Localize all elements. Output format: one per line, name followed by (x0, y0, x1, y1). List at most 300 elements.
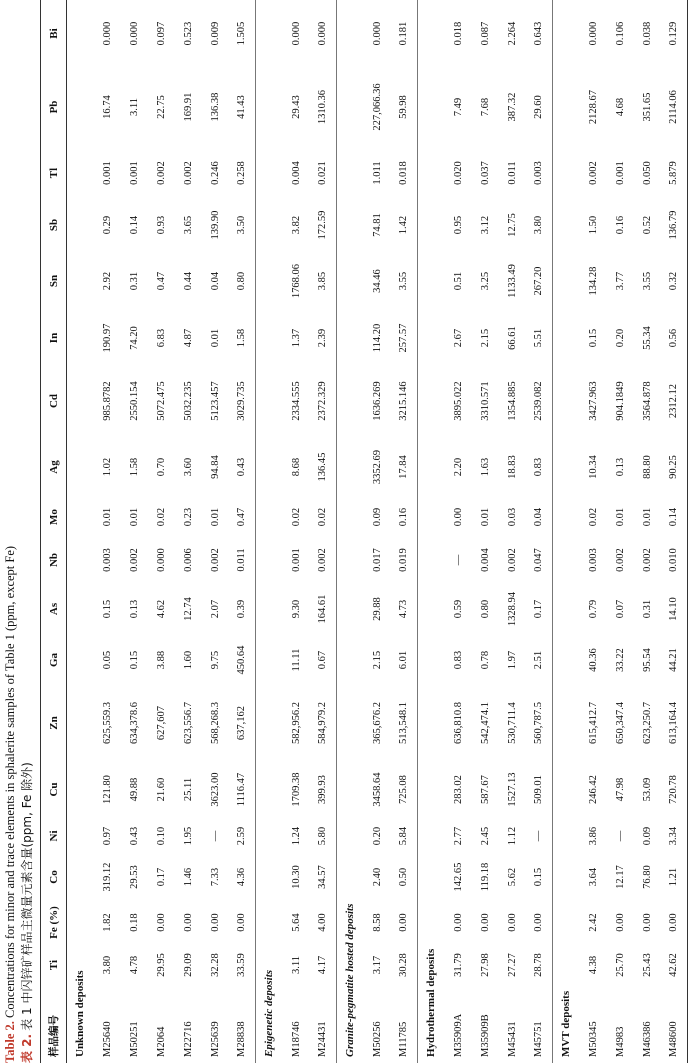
value-cell: 2.20 (452, 457, 464, 477)
value-cell: 4.17 (317, 955, 329, 975)
value-cell: 74.81 (371, 213, 383, 237)
value-cell: 0.002 (614, 548, 626, 572)
value-cell: 3.60 (182, 457, 194, 477)
column-header: Pb (41, 67, 67, 147)
value-cell: 114.20 (371, 323, 383, 353)
value-cell: 0.00 (155, 913, 167, 932)
value-cell: 1.50 (587, 215, 599, 235)
sample-id-cell: M50345 (587, 1021, 599, 1057)
value-cell: 0.001 (614, 161, 626, 185)
caption-text-zh: 表 1 中闪锌矿样品主微量元素含量(ppm, Fe 除外) (20, 762, 34, 1031)
value-cell: 3.80 (101, 955, 113, 975)
value-cell: 399.93 (317, 775, 329, 804)
group-row (256, 0, 283, 1063)
value-cell: 3.25 (479, 271, 491, 291)
value-cell: 0.02 (290, 507, 302, 527)
value-cell: 95.54 (641, 648, 653, 672)
value-cell: 0.95 (452, 215, 464, 235)
value-cell: 0.00 (661, 900, 688, 945)
sample-id-cell: M24431 (317, 1021, 329, 1057)
value-cell: 5.84 (398, 826, 410, 846)
value-cell: 725.08 (398, 775, 410, 804)
value-cell: 1.60 (182, 650, 194, 670)
value-cell: 0.20 (614, 328, 626, 348)
value-cell: 27.98 (479, 953, 491, 977)
value-cell: 0.00 (506, 913, 518, 932)
column-header: Fe (%) (41, 900, 67, 945)
value-cell: 0.018 (452, 21, 464, 46)
value-cell: 2.39 (317, 328, 329, 348)
value-cell: 1.95 (182, 826, 194, 846)
value-cell: 0.04 (209, 271, 221, 291)
value-cell: 1.82 (101, 913, 113, 932)
value-cell: 650,347.4 (614, 702, 626, 744)
value-cell: 1116.47 (236, 772, 248, 807)
value-cell: 1709.38 (290, 772, 302, 807)
value-cell: 4.73 (398, 599, 410, 619)
value-cell: 0.009 (209, 21, 221, 46)
table-row (499, 0, 526, 1063)
value-cell: 0.80 (479, 599, 491, 619)
group-row (418, 0, 445, 1063)
value-cell: 0.50 (398, 867, 410, 887)
value-cell: 1.011 (371, 161, 383, 185)
value-cell: 0.003 (587, 548, 599, 572)
value-cell: 3.82 (290, 215, 302, 235)
value-cell: 3564.878 (641, 381, 653, 421)
value-cell: 613,164.4 (661, 685, 688, 761)
value-cell: 0.09 (371, 507, 383, 527)
value-cell: 0.000 (290, 21, 302, 46)
value-cell: 3.17 (371, 955, 383, 975)
value-cell: 74.20 (128, 326, 140, 350)
value-cell: 3.34 (661, 818, 688, 854)
value-cell: 32.28 (209, 953, 221, 977)
value-cell: 0.003 (101, 548, 113, 572)
value-cell: 2.42 (587, 913, 599, 932)
table-row (175, 0, 202, 1063)
table-row (661, 0, 688, 1063)
value-cell: 2539.082 (533, 381, 545, 421)
value-cell: 2.40 (371, 867, 383, 887)
value-cell: 0.01 (479, 507, 491, 527)
sample-id-cell: M45431 (506, 1021, 518, 1057)
value-cell: 0.000 (371, 21, 383, 46)
value-cell: 119.18 (479, 862, 491, 892)
sample-id-cell: M28838 (236, 1021, 248, 1057)
table-row (364, 0, 391, 1063)
value-cell: 0.00 (209, 913, 221, 932)
value-cell: 0.050 (641, 161, 653, 185)
value-cell: 5.879 (661, 147, 688, 199)
caption-label-zh: 表 2. (20, 1033, 34, 1063)
value-cell: 0.10 (155, 826, 167, 846)
value-cell: 0.70 (155, 457, 167, 477)
value-cell: 30.28 (398, 953, 410, 977)
column-header: Mo (41, 497, 67, 537)
value-cell: 530,711.4 (506, 702, 518, 744)
value-cell: 0.087 (479, 21, 491, 46)
sample-id-cell: M35909B (479, 1014, 491, 1057)
column-header: Ni (41, 818, 67, 854)
value-cell: 33.22 (614, 648, 626, 672)
value-cell: 1636.269 (371, 381, 383, 421)
value-cell: 0.002 (155, 161, 167, 185)
value-cell: 4.78 (128, 955, 140, 975)
value-cell: 0.002 (182, 161, 194, 185)
value-cell: 6.01 (398, 650, 410, 670)
value-cell: 7.49 (452, 97, 464, 117)
value-cell: 365,676.2 (371, 702, 383, 744)
value-cell: 139.90 (209, 210, 221, 240)
value-cell: 587.67 (479, 775, 491, 804)
value-cell: 3029.735 (236, 381, 248, 421)
table-row (391, 0, 418, 1063)
value-cell: 5.80 (317, 826, 329, 846)
value-cell: 2312.12 (661, 365, 688, 437)
value-cell: 0.15 (533, 867, 545, 887)
value-cell: 0.02 (155, 507, 167, 527)
value-cell: 5032.235 (182, 381, 194, 421)
value-cell: 59.98 (398, 95, 410, 119)
value-cell: 0.000 (587, 21, 599, 46)
value-cell: 5072.475 (155, 381, 167, 421)
value-cell: 0.16 (398, 507, 410, 527)
value-cell: 1768.06 (290, 263, 302, 299)
value-cell: 88.80 (641, 455, 653, 479)
value-cell: 0.181 (398, 21, 410, 46)
value-cell: 0.006 (182, 548, 194, 572)
group-row (553, 0, 580, 1063)
value-cell: 41.43 (236, 95, 248, 119)
value-cell: 0.02 (587, 507, 599, 527)
value-cell: 66.61 (506, 326, 518, 350)
column-header: Tl (41, 147, 67, 199)
value-cell: 3.55 (398, 271, 410, 291)
value-cell: 0.000 (128, 21, 140, 46)
value-cell: 387.32 (506, 92, 518, 122)
value-cell: 0.001 (290, 548, 302, 572)
value-cell: 2.77 (452, 826, 464, 846)
value-cell: 0.000 (317, 21, 329, 46)
value-cell: 0.018 (398, 161, 410, 185)
value-cell: 0.00 (452, 913, 464, 932)
value-cell: 1.24 (290, 826, 302, 846)
value-cell: 9.75 (209, 650, 221, 670)
value-cell: 0.07 (614, 599, 626, 619)
value-cell: 904.1849 (614, 381, 626, 421)
table-row (148, 0, 175, 1063)
value-cell: 76.80 (641, 865, 653, 889)
sample-id-cell: M50256 (371, 1021, 383, 1057)
value-cell: 0.00 (452, 507, 464, 527)
value-cell: 2114.06 (661, 67, 688, 147)
value-cell: 22.75 (155, 95, 167, 119)
value-cell: 28.78 (533, 953, 545, 977)
value-cell: 1.12 (506, 826, 518, 846)
value-cell: 2.59 (236, 826, 248, 846)
column-header: Cu (41, 761, 67, 818)
value-cell: 2.51 (533, 650, 545, 670)
value-cell: 3.55 (641, 271, 653, 291)
value-cell: 0.002 (641, 548, 653, 572)
value-cell: 10.30 (290, 865, 302, 889)
value-cell: 0.010 (661, 537, 688, 583)
value-cell: 1328.94 (506, 591, 518, 627)
value-cell: 21.60 (155, 777, 167, 802)
value-cell: 5.51 (533, 328, 545, 348)
value-cell: 25.43 (641, 953, 653, 977)
value-cell: 1.63 (479, 457, 491, 477)
value-cell: 0.16 (614, 215, 626, 235)
value-cell: 25.70 (614, 953, 626, 977)
value-cell: 0.00 (182, 913, 194, 932)
value-cell: 0.00 (533, 913, 545, 932)
value-cell: 0.643 (533, 21, 545, 46)
value-cell: 3.77 (614, 271, 626, 291)
value-cell: 0.002 (209, 548, 221, 572)
header-row (41, 0, 67, 1063)
value-cell: 0.047 (533, 548, 545, 572)
value-cell: 542,474.1 (479, 702, 491, 744)
value-cell: 568,268.3 (209, 702, 221, 744)
sample-id-cell: M4983 (614, 1026, 626, 1057)
value-cell: 0.03 (506, 507, 518, 527)
value-cell: 0.20 (371, 826, 383, 846)
value-cell: 0.80 (236, 271, 248, 291)
value-cell: 0.020 (452, 161, 464, 185)
value-cell: 720.78 (661, 761, 688, 818)
value-cell: 615,412.7 (587, 702, 599, 744)
table-row (283, 0, 310, 1063)
value-cell: 0.01 (209, 507, 221, 527)
value-cell: 2334.555 (290, 381, 302, 421)
value-cell: 169.91 (182, 92, 194, 122)
value-cell: 2128.67 (587, 89, 599, 125)
value-cell: 0.01 (101, 507, 113, 527)
value-cell: 1.505 (236, 21, 248, 46)
value-cell: 584,979.2 (317, 702, 329, 744)
value-cell: 1.58 (128, 457, 140, 477)
value-cell: 637,162 (236, 705, 248, 741)
value-cell: 4.38 (587, 955, 599, 975)
value-cell: 31.79 (452, 953, 464, 977)
value-cell: 0.78 (479, 650, 491, 670)
column-header: Ti (41, 945, 67, 985)
value-cell: 0.037 (479, 161, 491, 185)
value-cell: 246.42 (587, 775, 599, 804)
value-cell: 0.246 (209, 161, 221, 185)
value-cell: 0.93 (155, 215, 167, 235)
value-cell: 0.47 (236, 507, 248, 527)
column-header: Ga (41, 635, 67, 685)
value-cell: 0.106 (614, 21, 626, 46)
sample-id-cell: M11785 (398, 1021, 410, 1057)
column-header: Sb (41, 199, 67, 251)
value-cell: 2.67 (452, 328, 464, 348)
value-cell: 27.27 (506, 953, 518, 977)
sample-id-cell: M35909A (452, 1013, 464, 1057)
value-cell: 0.02 (317, 507, 329, 527)
value-cell: 0.019 (398, 548, 410, 572)
value-cell: 513,548.1 (398, 702, 410, 744)
value-cell: 227,066.36 (371, 83, 383, 131)
value-cell: 450.64 (236, 645, 248, 675)
group-label: Hydrothermal deposits (418, 0, 445, 1063)
value-cell: 0.003 (533, 161, 545, 185)
group-label: MVT deposits (553, 0, 580, 1063)
value-cell: 1.97 (506, 650, 518, 670)
caption-label-en: Table 2. (3, 1021, 17, 1063)
value-cell: 4.62 (155, 599, 167, 619)
group-label: Granite-pegmatite hosted deposits (337, 0, 364, 1063)
table-row (607, 0, 634, 1063)
table-row (121, 0, 148, 1063)
value-cell: 0.13 (614, 457, 626, 477)
value-cell: 90.25 (661, 437, 688, 497)
value-cell: 0.43 (128, 826, 140, 846)
value-cell: 25.11 (182, 777, 194, 802)
value-cell: 16.74 (101, 95, 113, 119)
value-cell: 18.83 (506, 455, 518, 479)
value-cell: 3.12 (479, 215, 491, 235)
value-cell: 0.15 (128, 650, 140, 670)
value-cell: 0.18 (128, 913, 140, 932)
value-cell: 7.68 (479, 97, 491, 117)
value-cell: 172.59 (317, 210, 329, 240)
table-body (67, 0, 688, 1063)
value-cell: 1.21 (661, 854, 688, 900)
group-row (337, 0, 364, 1063)
value-cell: 12.74 (182, 597, 194, 621)
value-cell: 3895.022 (452, 381, 464, 421)
column-header: Sn (41, 251, 67, 311)
sample-id-cell: M2064 (155, 1026, 167, 1057)
value-cell: 267.20 (533, 266, 545, 296)
value-cell: 623,556.7 (182, 702, 194, 744)
value-cell: 11.11 (290, 648, 302, 672)
value-cell: 33.59 (236, 953, 248, 977)
value-cell: 10.34 (587, 455, 599, 479)
column-header: Nb (41, 537, 67, 583)
value-cell: 164.61 (317, 594, 329, 624)
value-cell: 190.97 (101, 323, 113, 353)
value-cell: 0.83 (533, 457, 545, 477)
value-cell: 0.79 (587, 599, 599, 619)
table-row (526, 0, 553, 1063)
value-cell: 0.000 (155, 548, 167, 572)
value-cell: 0.67 (317, 650, 329, 670)
value-cell: 134.28 (587, 266, 599, 296)
value-cell: 0.004 (290, 161, 302, 185)
value-cell: 44.21 (661, 635, 688, 685)
value-cell: 1354.885 (506, 381, 518, 421)
value-cell: 0.31 (641, 599, 653, 619)
value-cell: 47.98 (614, 777, 626, 802)
value-cell: 40.36 (587, 648, 599, 672)
value-cell: 0.09 (641, 826, 653, 846)
group-label: Epigenetic deposits (256, 0, 283, 1063)
value-cell: 0.47 (155, 271, 167, 291)
value-cell: 0.32 (661, 251, 688, 311)
value-cell: 3.64 (587, 867, 599, 887)
value-cell: 0.15 (101, 599, 113, 619)
table-row (202, 0, 229, 1063)
value-cell: 0.56 (661, 311, 688, 365)
value-cell: 0.523 (182, 21, 194, 46)
value-cell: 560,787.5 (533, 702, 545, 744)
value-cell: 0.011 (506, 161, 518, 185)
value-cell: 7.33 (209, 867, 221, 887)
value-cell: 136.45 (317, 452, 329, 482)
value-cell: 0.13 (128, 599, 140, 619)
value-cell: 0.51 (452, 271, 464, 291)
sample-id-cell: M48600 (661, 985, 688, 1063)
value-cell: 0.00 (479, 913, 491, 932)
value-cell: 0.01 (128, 507, 140, 527)
sample-id-cell: M22716 (182, 1021, 194, 1057)
value-cell: 0.04 (533, 507, 545, 527)
data-table (40, 0, 688, 1063)
caption-text-en: Concentrations for minor and trace elements in sphalerite samples of Table 1 (ppm, except Fe) (3, 545, 17, 1018)
value-cell: 0.97 (101, 826, 113, 846)
value-cell: 0.129 (661, 0, 688, 67)
value-cell: 55.34 (641, 326, 653, 350)
value-cell: 0.14 (128, 215, 140, 235)
value-cell: 0.097 (155, 21, 167, 46)
value-cell: — (452, 554, 464, 566)
value-cell: 0.021 (317, 161, 329, 185)
value-cell: 2.45 (479, 826, 491, 846)
value-cell: 0.31 (128, 271, 140, 291)
value-cell: 2.92 (101, 271, 113, 291)
table-row (310, 0, 337, 1063)
caption-chinese (19, 546, 36, 1063)
sample-id-cell: M25640 (101, 1021, 113, 1057)
value-cell: 3623.00 (209, 772, 221, 807)
value-cell: 0.01 (614, 507, 626, 527)
value-cell: 0.002 (128, 548, 140, 572)
value-cell: 0.000 (101, 21, 113, 46)
sample-id-cell: M50251 (128, 1021, 140, 1057)
column-header: In (41, 311, 67, 365)
value-cell: 0.011 (236, 548, 248, 572)
value-cell: 29.88 (371, 597, 383, 621)
value-cell: 3.11 (128, 98, 140, 116)
group-label: Unknown deposits (74, 970, 87, 1057)
value-cell: 0.17 (155, 867, 167, 887)
value-cell: — (209, 830, 221, 842)
sample-id-cell: M25639 (209, 1021, 221, 1057)
value-cell: 142.65 (452, 862, 464, 892)
value-cell: 0.83 (452, 650, 464, 670)
value-cell: 4.00 (317, 913, 329, 932)
value-cell: 5123.457 (209, 381, 221, 421)
value-cell: 0.00 (236, 913, 248, 932)
value-cell: 636,810.8 (452, 702, 464, 744)
value-cell: 257.57 (398, 323, 410, 353)
value-cell: 3310.571 (479, 381, 491, 421)
value-cell: 14.10 (661, 583, 688, 635)
value-cell: 29.09 (182, 953, 194, 977)
value-cell: 136.79 (661, 199, 688, 251)
value-cell: 4.87 (182, 328, 194, 348)
value-cell: 8.58 (371, 913, 383, 932)
value-cell: 0.43 (236, 457, 248, 477)
value-cell: 53.09 (641, 777, 653, 802)
value-cell: 136.38 (209, 92, 221, 122)
value-cell: 29.53 (128, 865, 140, 889)
